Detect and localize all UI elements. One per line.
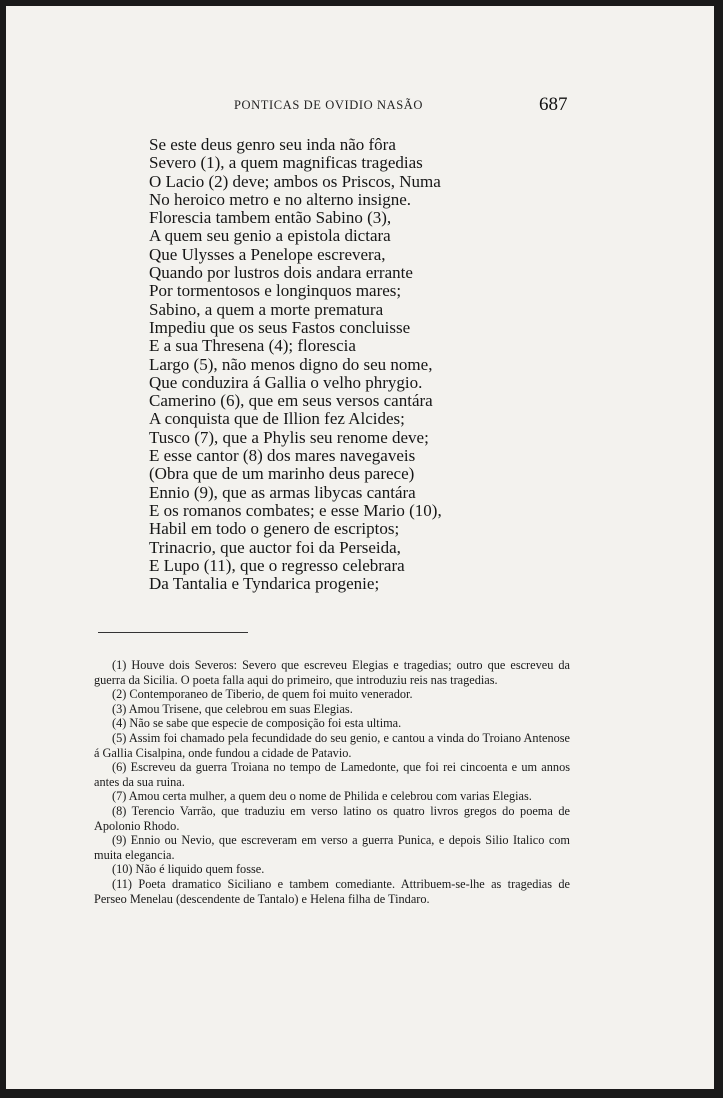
footnote-4: (4) Não se sabe que especie de composição foi esta ultima. bbox=[112, 716, 402, 731]
footnote-11: (11) Poeta dramatico Siciliano e tambem comediante. Attribuem-se-lhe as tragedias de Perseo Menelau (descendente de Tantalo) e Helena filha de Tindaro. bbox=[94, 876, 570, 906]
poem-line: O Lacio (2) deve; ambos os Priscos, Numa bbox=[149, 171, 441, 191]
poem-line: E esse cantor (8) dos mares navegaveis bbox=[149, 446, 416, 466]
poem-line: Largo (5), não menos digno do seu nome, bbox=[149, 354, 433, 374]
running-title: PONTICAS DE OVIDIO NASÃO bbox=[234, 98, 424, 112]
poem-line: Camerino (6), que em seus versos cantára bbox=[149, 391, 433, 411]
poem-line: Floresciа tambem então Sabino (3), bbox=[149, 208, 392, 228]
footnote-10: (10) Não é liquido quem fosse. bbox=[112, 862, 265, 877]
footnote-1: (1) Houve dois Severos: Severo que escreveu Elegias e tragedias; outro que escreveu da guerra da Sicilia. O poeta falla aqui do primeiro, que introduziu reis nas tragedias. bbox=[94, 658, 570, 687]
footnote-9: (9) Ennio ou Nevio, que escreveram em verso a guerra Punica, e depois Silio Italico com muita elegancia. bbox=[94, 833, 570, 862]
footnote-7: (7) Amou certa mulher, a quem deu o nome de Philida e celebrou com varias Elegias. bbox=[112, 789, 532, 804]
poem-line: E a sua Thresena (4); florescia bbox=[149, 336, 356, 356]
poem-line: E Lupo (11), que o regresso celebrara bbox=[149, 555, 405, 575]
footnote-3: (3) Amou Trisene, que celebrou em suas Elegias. bbox=[112, 701, 353, 716]
poem-line: Se este deus genro seu inda não fôra bbox=[149, 135, 396, 154]
footnote-6: (6) Escreveu da guerra Troiana no tempo de Lamedonte, que foi rei cincoenta e um annos antes da sua ruina. bbox=[94, 760, 570, 789]
footnote-divider bbox=[98, 632, 248, 633]
poem-line: Severo (1), a quem magnificas tragedias bbox=[149, 153, 423, 173]
footnote-5: (5) Assim foi chamado pela fecundidade do seu genio, e cantou a vinda do Troiano Antenose á Gallia Cisalpina, onde fundou a cidade de Patavio. bbox=[94, 730, 570, 760]
footnotes bbox=[94, 658, 570, 906]
poem-line: Que Ulysses a Penelope escrevera, bbox=[149, 244, 386, 264]
page-number: 687 bbox=[539, 94, 568, 115]
poem-line: Trinacrio, que auctor foi da Perseida, bbox=[149, 537, 401, 557]
poem-line: Tusco (7), que a Phylis seu renome deve; bbox=[149, 427, 429, 447]
poem-line: Que conduzira á Gallia o velho phrygio. bbox=[149, 372, 423, 392]
footnote-2: (2) Contemporaneo de Tiberio, de quem foi muito venerador. bbox=[112, 687, 413, 702]
poem-line: A conquista que de Illion fez Alcides; bbox=[149, 409, 405, 429]
footnote-8: (8) Terencio Varrão, que traduziu em verso latino os quatro livros gregos do poema de Apolonio Rhodo. bbox=[94, 803, 570, 833]
poem-line: (Obra que de um marinho deus parece) bbox=[149, 464, 415, 484]
poem-line: Da Tantalia e Tyndarica progenie; bbox=[149, 574, 380, 594]
page-header bbox=[6, 94, 714, 118]
poem-line: Habil em todo o genero de escriptos; bbox=[149, 519, 400, 539]
poem-text bbox=[149, 136, 509, 593]
poem-line: Impediu que os seus Fastos concluisse bbox=[149, 317, 411, 337]
poem-line: No heroico metro e no alterno insigne. bbox=[149, 189, 412, 209]
poem-line: Ennio (9), que as armas libycas cantára bbox=[149, 482, 416, 502]
poem-line: Sabino, a quem a morte prematura bbox=[149, 299, 384, 319]
poem-line: Por tormentosos e longinquos mares; bbox=[149, 281, 402, 301]
poem-line: Quando por lustros dois andara errante bbox=[149, 263, 413, 283]
poem-line: E os romanos combates; e esse Mario (10), bbox=[149, 500, 442, 520]
poem-line: A quem seu genio a epistola dictara bbox=[149, 226, 391, 246]
book-page bbox=[6, 6, 714, 1089]
